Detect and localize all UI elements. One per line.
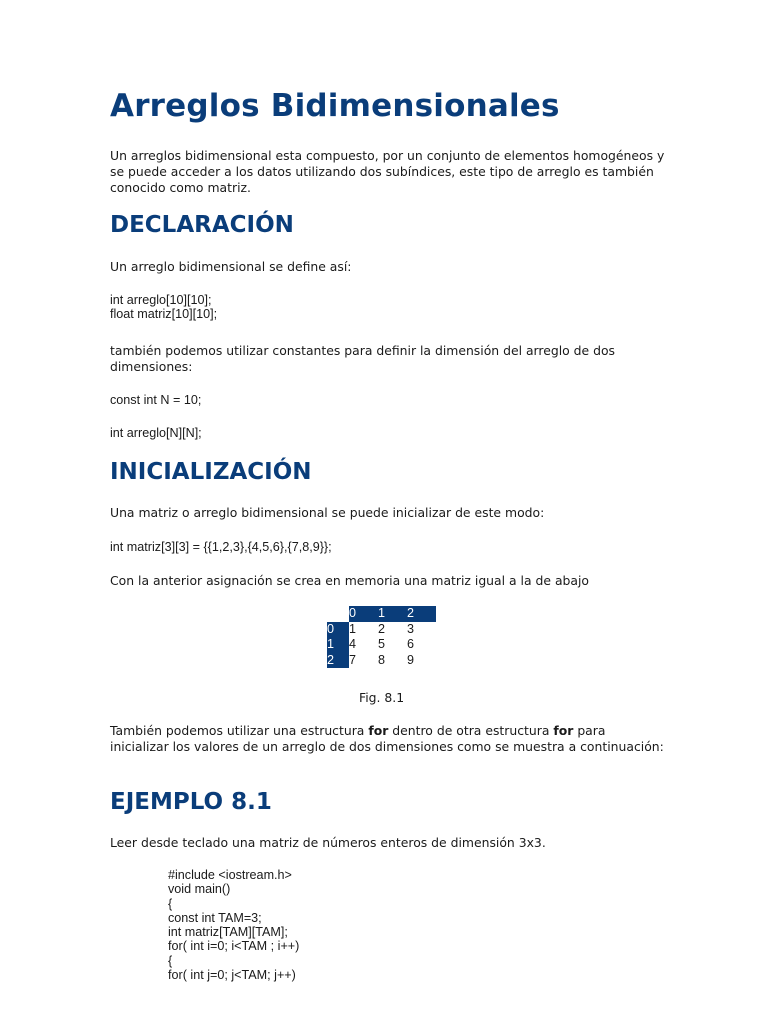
matrix-col-header: 2	[407, 606, 436, 622]
asignacion-text: Con la anterior asignación se crea en memoria una matriz igual a la de abajo	[110, 573, 590, 588]
matrix-row-index: 0	[327, 622, 349, 638]
for-keyword: for	[553, 723, 574, 738]
matrix-row	[327, 622, 436, 638]
for-text-3: para inicializar los valores de un arreglo de dos dimensiones como se muestra a continuación:	[110, 723, 664, 754]
matrix-cell: 9	[407, 652, 415, 667]
figure-caption: Fig. 8.1	[359, 690, 405, 705]
matrix-cell: 3	[407, 621, 415, 636]
for-keyword: for	[368, 723, 389, 738]
for-paragraph	[110, 723, 665, 755]
declaracion-code: int arreglo[10][10]; float matriz[10][10];	[110, 293, 218, 321]
matrix-row	[327, 653, 436, 669]
matrix-cell: 8	[378, 652, 386, 667]
matrix-cell: 7	[349, 652, 357, 667]
matrix-cell: 6	[407, 637, 415, 651]
matrix-cell: 1	[349, 621, 357, 636]
ejemplo-code-block: #include <iostream.h> void main() { const int TAM=3; int matriz[TAM][TAM]; for( int i=0; i<TAM ; i++) { for( int j=0; j<TAM; j++)	[168, 868, 300, 983]
matrix-corner	[327, 606, 349, 622]
heading-declaracion: DECLARACIÓN	[110, 212, 294, 238]
matrix-cell: 2	[378, 621, 386, 636]
heading-inicializacion: INICIALIZACIÓN	[110, 459, 312, 485]
inicializacion-text: Una matriz o arreglo bidimensional se puede inicializar de este modo:	[110, 505, 545, 520]
matrix-col-header: 1	[378, 606, 407, 622]
matrix-cell: 5	[378, 637, 386, 651]
matrix-cell: 4	[349, 637, 357, 651]
declaracion-constantes-text: también podemos utilizar constantes para definir la dimensión del arreglo de dos dimensiones:	[110, 343, 616, 374]
heading-ejemplo: EJEMPLO 8.1	[110, 789, 272, 815]
matrix-header-row	[327, 606, 436, 622]
inicializacion-code: int matriz[3][3] = {{1,2,3},{4,5,6},{7,8,9}};	[110, 540, 332, 554]
intro-paragraph: Un arreglos bidimensional esta compuesto, por un conjunto de elementos homogéneos y se puede acceder a los datos utilizando dos subíndices, este tipo de arreglo es también conocido como matriz.	[110, 148, 665, 195]
const-code: const int N = 10;	[110, 393, 202, 407]
declaracion-text: Un arreglo bidimensional se define así:	[110, 259, 352, 274]
for-text-1: También podemos utilizar una estructura	[110, 723, 369, 738]
ejemplo-text: Leer desde teclado una matriz de números enteros de dimensión 3x3.	[110, 835, 546, 850]
matrix-figure	[327, 606, 436, 668]
for-text-2: dentro de otra estructura	[388, 723, 554, 738]
page-title: Arreglos Bidimensionales	[110, 88, 560, 124]
matrix-row	[327, 637, 436, 653]
matrix-row-index: 2	[327, 653, 349, 669]
matrix-col-header: 0	[349, 606, 378, 622]
arreglo-n-code: int arreglo[N][N];	[110, 426, 202, 440]
matrix-row-index: 1	[327, 637, 349, 653]
